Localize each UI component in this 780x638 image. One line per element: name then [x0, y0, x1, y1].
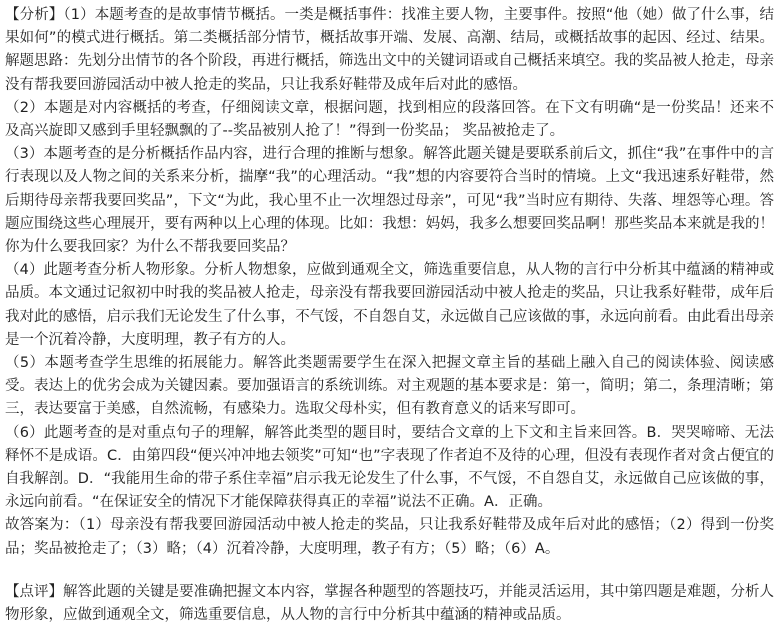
- analysis-paragraph-6: （6）此题考查的是对重点句子的理解，解答此类型的题目时，要结合文章的上下文和主旨来回答。B．哭哭啼啼、无法释怀不是成语。C．由第四段“便兴冲冲地去领奖”可知“也”字表现了作者迫不及待的心理，但没有表现作者对贪占便宜的自我解剖。D．“我能用生命的带子系住幸福”启示我无论发生了什么事，不气馁，不自怨自艾，永远做自己应该做的事，永远向前看。“在保证安全的情况下才能保障获得真正的幸福”说法不正确。A．正确。: [5, 424, 774, 511]
- analysis-paragraph-1: 【分析】（1）本题考查的是故事情节概括。一类是概括事件：找准主要人物，主要事件。按照“他（她）做了什么事，结果如何”的模式进行概括。第二类概括部分情节，概括故事开端、发展、高潮、结局，或概括故事的起因、经过、结果。解题思路：先划分出情节的各个阶段，再进行概括，筛选出文中的关键词语或自己概括来填空。我的奖品被人抢走，母亲没有帮我要回游园活动中被人抢走的奖品，只让我系好鞋带及成年后对此的感悟。: [5, 7, 774, 93]
- answer-summary: 故答案为：（1）母亲没有帮我要回游园活动中被人抢走的奖品，只让我系好鞋带及成年后对此的感悟；（2）得到一份奖品；奖品被抢走了；（3）略；（4）沉着冷静，大度明理，教子有方；（5）略；（6）A。: [5, 517, 774, 557]
- section-gap: [5, 561, 774, 581]
- analysis-paragraph-3: （3）本题考查的是分析概括作品内容，进行合理的推断与想象。解答此题关键是要联系前后文，抓住“我”在事件中的言行表现以及人物之间的关系来分析，揣摩“我”的心理活动。“我”想的内容要符合当时的情境。上文“我迅速系好鞋带，然后期待母亲帮我要回奖品”，下文“为此，我心里不止一次埋怨过母亲”，可见“我”当时应有期待、失落、埋怨等心理。答题应围绕这些心理展开，要有两种以上心理的体现。比如：我想：妈妈，我多么想要回奖品啊！那些奖品本来就是我的！你为什么要我回家？为什么不帮我要回奖品？: [5, 146, 774, 256]
- analysis-paragraph-4: （4）此题考查分析人物形象。分析人物想象，应做到通观全文，筛选重要信息，从人物的言行中分析其中蕴涵的精神或品质。本文通过记叙初中时我的奖品被人抢走，母亲没有帮我要回游园活动中被人抢走的奖品，只让我系好鞋带，成年后我对此的感悟，启示我们无论发生了什么事，不气馁，不自怨自艾，永远做自己应该做的事，永远向前看。由此看出母亲是一个沉着冷静，大度明理，教子有方的人。: [5, 262, 774, 348]
- comment-paragraph: 【点评】解答此题的关键是要准确把握文本内容，掌握各种题型的答题技巧，并能灵活运用，其中第四题是难题，分析人物形象，应做到通观全文，筛选重要信息，从人物的言行中分析其中蕴涵的精神或品质。: [5, 583, 774, 624]
- analysis-paragraph-2: （2）本题是对内容概括的考查，仔细阅读文章，根据问题，找到相应的段落回答。在下文有明确“是一份奖品！还来不及高兴旋即又感到手里轻飘飘的了--奖品被别人抢了！”得到一份奖品； 奖品被抢走了。: [5, 99, 774, 140]
- analysis-paragraph-5: （5）本题考查学生思维的拓展能力。解答此类题需要学生在深入把握文章主旨的基础上融入自己的阅读体验、阅读感受。表达上的优劣会成为关键因素。要加强语言的系统训练。对主观题的基本要求是：第一，简明；第二，条理清晰；第三，表达要富于美感，自然流畅，有感染力。选取父母朴实，但有教育意义的话来写即可。: [5, 355, 774, 418]
